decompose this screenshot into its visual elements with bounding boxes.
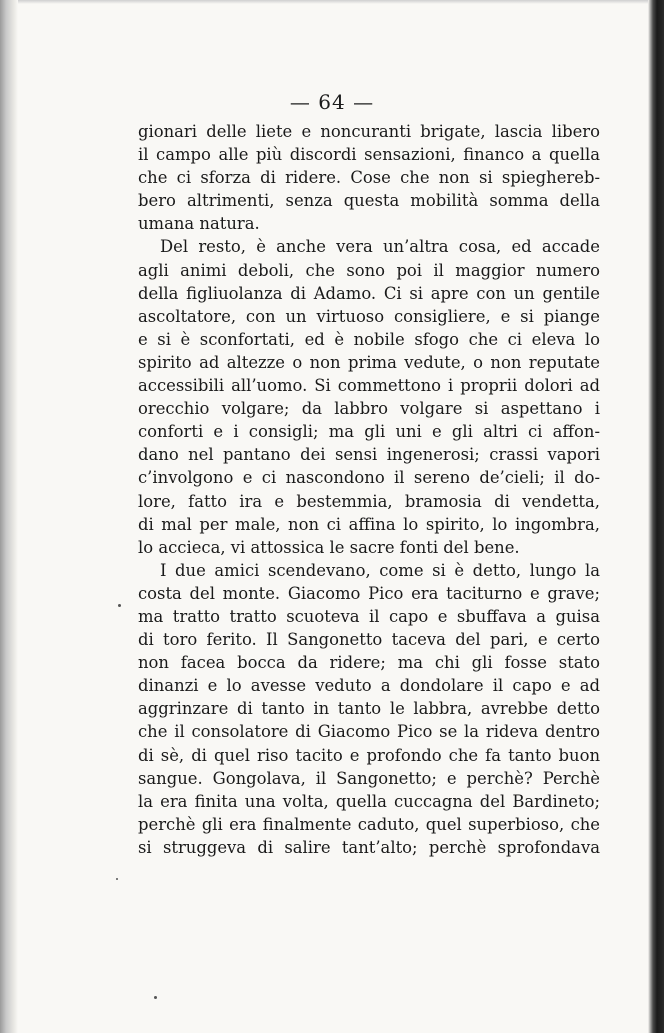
text-line: lo accieca, vi attossica le sacre fonti del bene.	[138, 537, 520, 557]
text-line: orecchio volgare; da labbro volgare si aspettano i	[138, 399, 600, 419]
text-line: di toro ferito. Il Sangonetto taceva del pari, e certo	[138, 630, 600, 650]
text-line: dinanzi e lo avesse veduto a dondolare il capo e ad	[138, 676, 600, 696]
text-line: perchè gli era finalmente caduto, quel superbioso, che	[138, 814, 600, 834]
text-line: dano nel pantano dei sensi ingenerosi; crassi vapori	[138, 445, 600, 465]
margin-speck	[118, 604, 121, 607]
page-top-edge	[0, 0, 664, 4]
page-number: — 64 —	[289, 90, 375, 114]
text-line: accessibili all’uomo. Si commettono i proprii dolori ad	[138, 376, 600, 396]
text-line: non facea bocca da ridere; ma chi gli fosse stato	[138, 653, 600, 673]
text-line: lore, fatto ira e bestemmia, bramosia di vendetta,	[138, 491, 600, 511]
text-line: il campo alle più discordi sensazioni, financo a quella	[138, 145, 600, 165]
text-line: bero altrimenti, senza questa mobilità somma della	[138, 191, 600, 211]
margin-speck	[154, 996, 157, 999]
text-line: I due amici scendevano, come si è detto, lungo la	[160, 560, 600, 580]
text-line: gionari delle liete e noncuranti brigate, lascia libero	[138, 122, 600, 141]
text-line: di mal per male, non ci affina lo spirito, lo ingombra,	[138, 514, 600, 534]
text-line: c’involgono e ci nascondono il sereno de’cieli; il do-	[138, 468, 600, 488]
text-line: sangue. Gongolava, il Sangonetto; e perchè? Perchè	[138, 768, 600, 788]
text-line: che ci sforza di ridere. Cose che non si spieghereb-	[138, 168, 600, 188]
margin-speck	[116, 878, 118, 880]
text-line: e si è sconfortati, ed è nobile sfogo che ci eleva lo	[138, 329, 600, 349]
text-line: aggrinzare di tanto in tanto le labbra, avrebbe detto	[138, 699, 600, 719]
text-line: spirito ad altezze o non prima vedute, o non reputate	[138, 352, 600, 372]
text-line: la era finita una volta, quella cuccagna del Bardineto;	[138, 791, 600, 811]
page-right-binding	[648, 0, 664, 1033]
text-line: Del resto, è anche vera un’altra cosa, ed accade	[160, 237, 600, 257]
text-line: della figliuolanza di Adamo. Ci si apre con un gentile	[138, 283, 600, 303]
text-line: conforti e i consigli; ma gli uni e gli altri ci affon-	[138, 422, 600, 442]
page-left-shadow	[0, 0, 18, 1033]
text-line: ascoltatore, con un virtuoso consigliere, e si piange	[138, 306, 600, 326]
body-text	[138, 120, 600, 859]
text-line: che il consolatore di Giacomo Pico se la rideva dentro	[138, 722, 600, 742]
text-line: agli animi deboli, che sono poi il maggior numero	[138, 260, 600, 280]
text-line: umana natura.	[138, 214, 260, 234]
text-line: di sè, di quel riso tacito e profondo che fa tanto buon	[138, 745, 600, 765]
text-line: si struggeva di salire tant’alto; perchè sprofondava	[138, 837, 600, 857]
text-line: ma tratto tratto scuoteva il capo e sbuffava a guisa	[138, 606, 600, 626]
text-line: costa del monte. Giacomo Pico era taciturno e grave;	[138, 583, 600, 603]
